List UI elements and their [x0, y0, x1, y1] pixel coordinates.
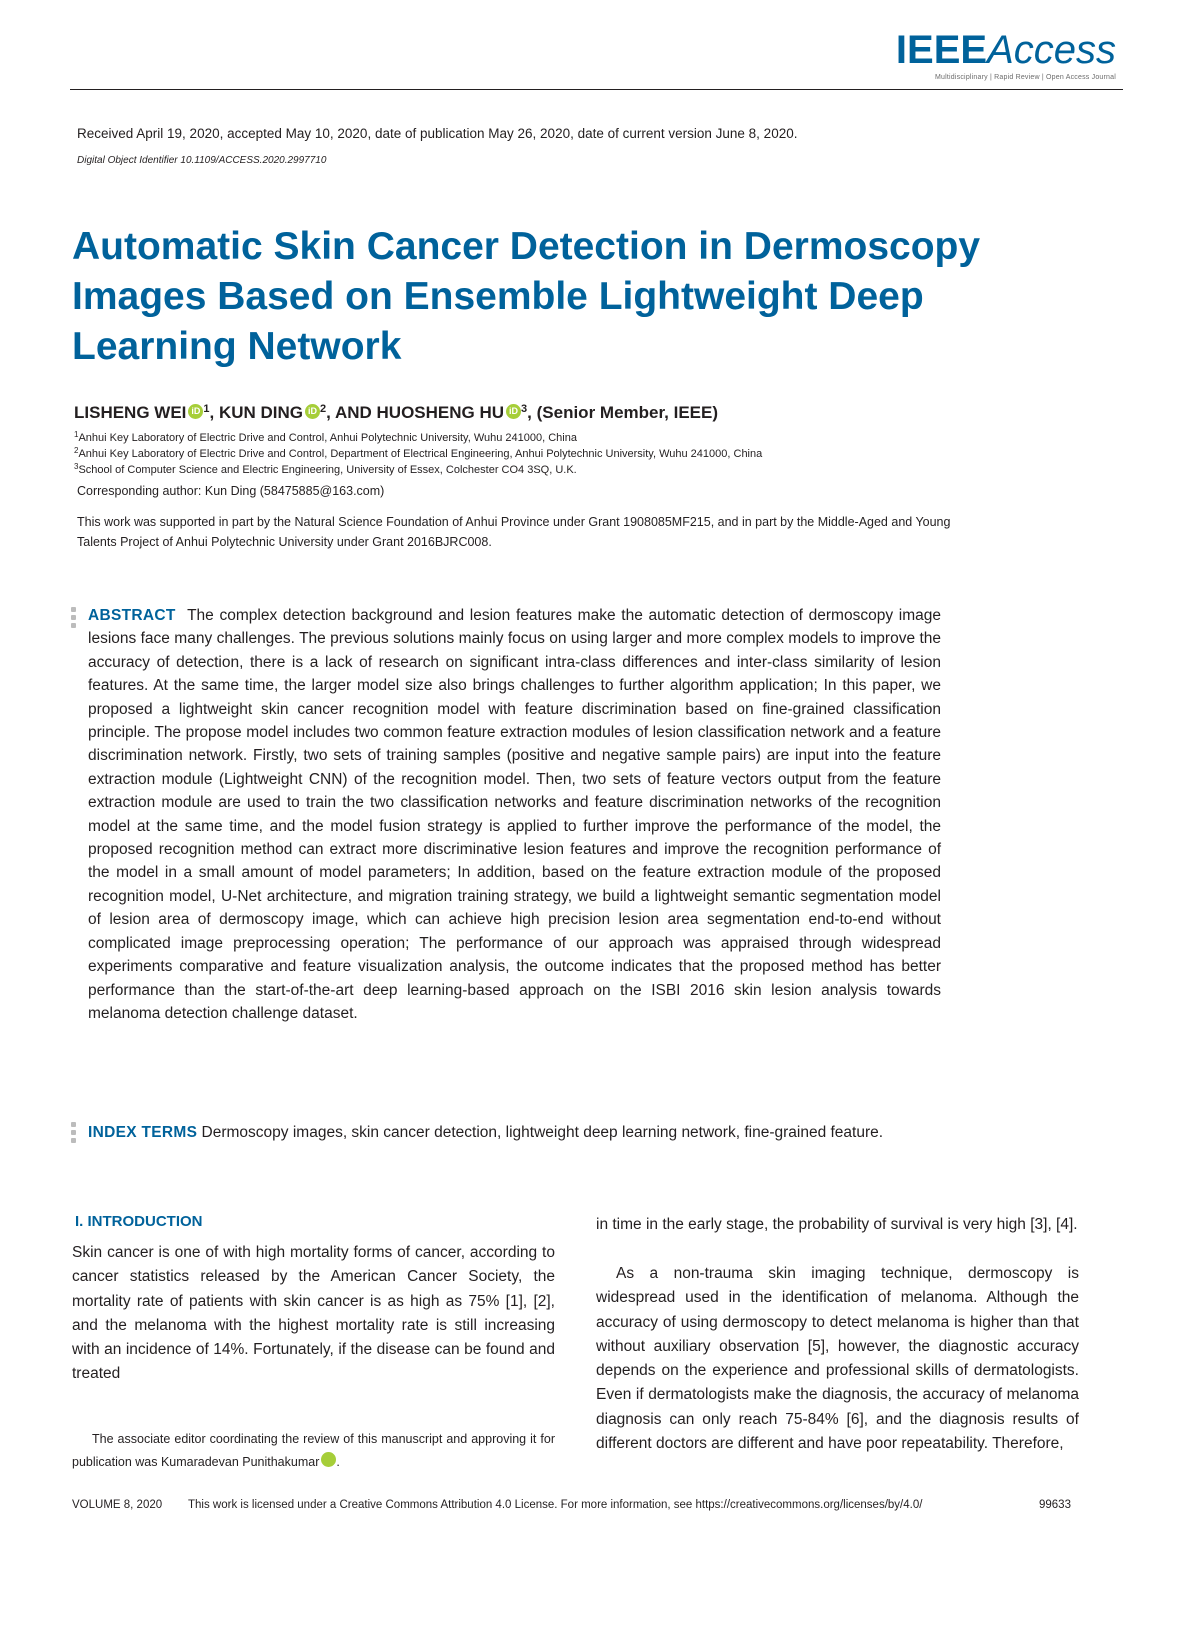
affiliation-line	[74, 462, 577, 476]
index-terms	[88, 1121, 948, 1145]
affiliation-text: School of Computer Science and Electric Engineering, University of Essex, Colchester CO4 3SQ, U.K.	[78, 464, 577, 476]
intro-paragraph-right-1: in time in the early stage, the probability of survival is very high [3], [4].	[596, 1216, 1078, 1233]
logo-wordmark	[896, 28, 1116, 72]
affiliation-number: 1	[74, 430, 79, 439]
orcid-icon[interactable]: iD	[321, 1452, 336, 1467]
author-name: LISHENG WEI	[74, 403, 187, 422]
received-dates: Received April 19, 2020, accepted May 10, 2020, date of publication May 26, 2020, date of current version June 8, 2020.	[77, 126, 798, 141]
abstract	[88, 604, 941, 1025]
intro-paragraph-left: Skin cancer is one of with high mortality forms of cancer, according to cancer statistics released by the American Cancer Society, the mortality rate of patients with skin cancer is as high as 75% [1], [2], and the melanoma with the highest mortality rate is still increasing with an incidence of 14%. Fortunately, if the disease can be found and treated	[72, 1244, 555, 1383]
logo-access: Access	[987, 28, 1116, 72]
affiliation-line	[74, 446, 762, 460]
journal-logo	[896, 28, 1116, 81]
affiliation-number: 2	[74, 446, 79, 455]
affiliation-line	[74, 430, 577, 444]
section-heading-introduction: I. INTRODUCTION	[75, 1213, 203, 1230]
footer-page-number: 99633	[1039, 1499, 1071, 1511]
section-marker-icon	[71, 607, 77, 631]
affiliation-text: Anhui Key Laboratory of Electric Drive and Control, Anhui Polytechnic University, Wuhu 241000, China	[78, 432, 577, 444]
author-affiliation-mark: 1	[203, 403, 210, 415]
editor-note-end: .	[336, 1455, 340, 1469]
index-terms-heading: INDEX TERMS	[88, 1124, 198, 1141]
logo-ieee: IEEE	[895, 28, 988, 72]
author-name: , KUN DING	[209, 403, 304, 422]
orcid-icon[interactable]: iD	[188, 404, 203, 419]
affiliation-number: 3	[74, 462, 79, 471]
abstract-heading: ABSTRACT	[88, 607, 176, 624]
author-affiliation-mark: 3	[521, 403, 528, 415]
funding-note: This work was supported in part by the Natural Science Foundation of Anhui Province under Grant 1908085MF215, and in part by the Middle-Aged and Young Talents Project of Anhui Polytechnic University under Grant 2016BJRC008.	[77, 515, 951, 549]
paper-title: Automatic Skin Cancer Detection in Dermoscopy Images Based on Ensemble Lightweight Deep Learning Network	[72, 225, 981, 368]
section-marker-icon	[71, 1122, 77, 1146]
doi-line: Digital Object Identifier 10.1109/ACCESS.2020.2997710	[77, 155, 327, 166]
header-rule	[70, 89, 1123, 90]
orcid-icon[interactable]: iD	[506, 404, 521, 419]
author-list	[74, 403, 718, 423]
author-name: , AND HUOSHENG HU	[326, 403, 505, 422]
index-terms-text: Dermoscopy images, skin cancer detection, lightweight deep learning network, fine-grained feature.	[201, 1124, 884, 1141]
corresponding-author: Corresponding author: Kun Ding (58475885@163.com)	[77, 484, 385, 498]
editor-note	[72, 1428, 555, 1474]
orcid-icon[interactable]: iD	[305, 404, 320, 419]
footer-volume: VOLUME 8, 2020	[72, 1499, 163, 1511]
abstract-text: The complex detection background and lesion features make the automatic detection of dermoscopy image lesions face many challenges. The previous solutions mainly focus on using larger and more complex models to improve the accuracy of detection, there is a lack of research on significant intra-class differences and inter-class similarity of lesion features. At the same time, the larger model size also brings challenges to further algorithm application; In this paper, we proposed a lightweight skin cancer recognition model with feature discrimination based on fine-grained classification principle. The propose model includes two common feature extraction modules of lesion classification network and a feature discrimination network. Firstly, two sets of training samples (positive and negative sample pairs) are input into the feature extraction module (Lightweight CNN) of the recognition model. Then, two sets of feature vectors output from the feature extraction module are used to train the two classification networks and feature discrimination networks of the recognition model at the same time, and the model fusion strategy is applied to further improve the performance of the model, the proposed recognition method can extract more discriminative lesion features and improve the recognition performance of the model in a small amount of model parameters; In addition, based on the feature extraction module of the proposed recognition model, U-Net architecture, and migration training strategy, we build a lightweight semantic segmentation model of lesion area of dermoscopy image, which can achieve high precision lesion area segmentation end-to-end without complicated image preprocessing operation; The performance of our approach was appraised through widespread experiments comparative and feature visualization analysis, the outcome indicates that the proposed method has better performance than the start-of-the-art deep learning-based approach on the ISBI 2016 skin lesion analysis towards melanoma detection challenge dataset.	[88, 607, 941, 1022]
affiliation-text: Anhui Key Laboratory of Electric Drive and Control, Department of Electrical Engineering, Anhui Polytechnic University, Wuhu 241000, China	[78, 448, 763, 460]
intro-paragraph-right-2: As a non-trauma skin imaging technique, dermoscopy is widespread used in the identification of melanoma. Although the accuracy of using dermoscopy to detect melanoma is higher than that without auxiliary observation [5], however, the diagnostic accuracy depends on the experience and professional skills of dermatologists. Even if dermatologists make the diagnosis, the accuracy of melanoma diagnosis can only reach 75-84% [6], and the diagnosis results of different doctors are different and have poor repeatability. Therefore,	[596, 1265, 1079, 1453]
logo-tagline: Multidisciplinary | Rapid Review | Open Access Journal	[935, 74, 1116, 81]
author-affiliation-mark: 2	[320, 403, 327, 415]
editor-note-text: The associate editor coordinating the review of this manuscript and approving it for publication was Kumaradevan Punithakumar	[72, 1432, 555, 1469]
footer-license: This work is licensed under a Creative Commons Attribution 4.0 License. For more information, see https://creativecommons.org/licenses/by/4.0/	[188, 1499, 923, 1511]
author-membership: , (Senior Member, IEEE)	[527, 403, 718, 422]
